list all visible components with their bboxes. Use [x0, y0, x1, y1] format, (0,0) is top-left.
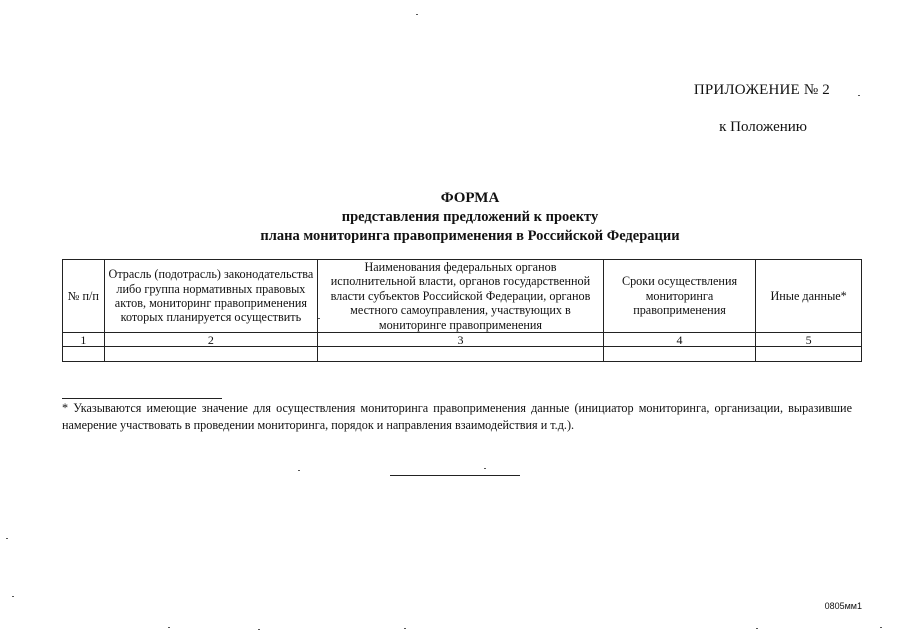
- form-subtitle-line1: представления предложений к проекту: [341, 209, 599, 225]
- column-number-cell: 3: [318, 333, 604, 347]
- proposal-form-table: [62, 259, 862, 362]
- footnote-divider: [62, 398, 222, 399]
- table-header-row: [63, 260, 862, 333]
- column-number-cell: 5: [756, 333, 862, 347]
- column-number-cell: 4: [603, 333, 755, 347]
- scan-speck: [880, 627, 882, 628]
- form-title: ФОРМА: [440, 190, 500, 206]
- header-participating-authorities: Наименования федеральных органов исполнительной власти, органов государственной власти субъектов Российской Федерации, органов местного самоуправления, участвующих в мониторинге правоприменения: [318, 260, 604, 333]
- header-legislation-branch: Отрасль (подотрасль) законодательства либо группа нормативных правовых актов, мониторинг правоприменения которых планируется осуществить: [104, 260, 317, 333]
- empty-cell: [756, 347, 862, 362]
- column-number-cell: 2: [104, 333, 317, 347]
- header-row-number: № п/п: [63, 260, 105, 333]
- table-row: [63, 347, 862, 362]
- header-monitoring-timeline: Сроки осуществления мониторинга правоприменения: [603, 260, 755, 333]
- appendix-label: ПРИЛОЖЕНИЕ № 2: [693, 82, 830, 98]
- form-subtitle-line2: плана мониторинга правоприменения в Российской Федерации: [260, 228, 680, 244]
- scan-speck: [756, 628, 758, 629]
- column-number-cell: 1: [63, 333, 105, 347]
- closing-line: [390, 475, 520, 476]
- column-number-row: [63, 333, 862, 347]
- scan-speck: [484, 468, 486, 469]
- scan-speck: [404, 628, 406, 629]
- scan-speck: [168, 627, 170, 628]
- document-code: 0805мм1: [824, 601, 862, 611]
- appendix-reference: к Положению: [719, 119, 807, 135]
- empty-cell: [63, 347, 105, 362]
- empty-cell: [603, 347, 755, 362]
- form-title-block: [100, 189, 840, 246]
- scan-speck: [858, 95, 860, 96]
- footnote: * Указываются имеющие значение для осуществления мониторинга правоприменения данные (инициатор мониторинга, организации, выразившие намерение участвовать в проведении мониторинга, порядок и направления взаимодействия и т.д.).: [62, 401, 852, 432]
- scan-speck: [298, 470, 300, 471]
- empty-cell: [104, 347, 317, 362]
- scan-speck: [318, 318, 320, 319]
- scan-speck: [12, 596, 14, 597]
- scan-speck: [6, 538, 8, 539]
- scan-speck: [258, 629, 260, 630]
- empty-cell: [318, 347, 604, 362]
- scan-speck: [416, 14, 418, 15]
- header-other-data: Иные данные*: [756, 260, 862, 333]
